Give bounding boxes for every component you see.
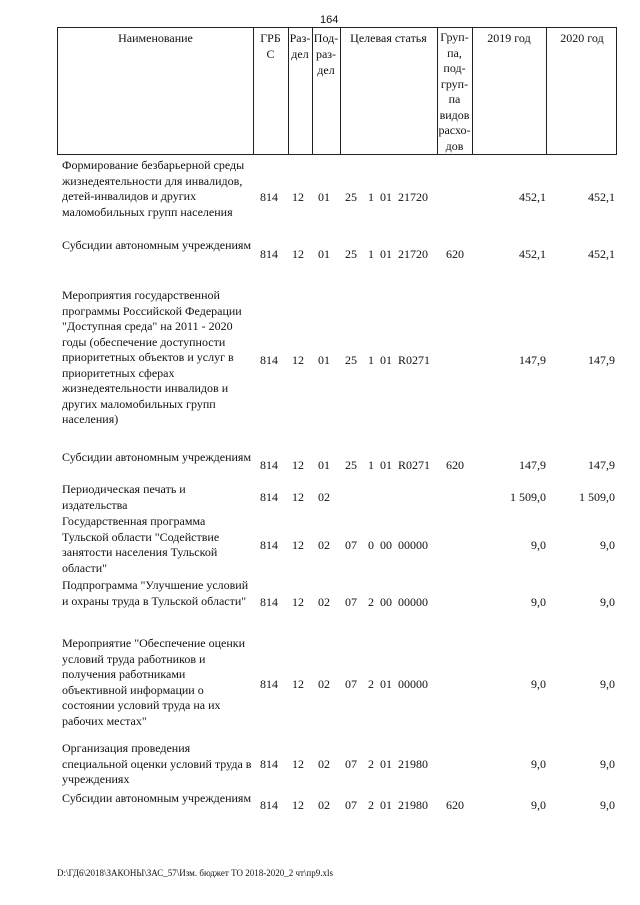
row-grbs: 814 [260, 490, 278, 504]
row-grbs: 814 [260, 458, 278, 472]
row-t2: 2 [368, 798, 374, 812]
row-razdel: 12 [292, 247, 304, 261]
row-razdel: 12 [292, 798, 304, 812]
row-podrazdel: 02 [318, 490, 330, 504]
row-podrazdel: 01 [318, 353, 330, 367]
row-name: Субсидии автономным учреждениям [62, 450, 252, 464]
header-razdel: Раз- дел [289, 31, 311, 61]
row-t1: 25 [345, 353, 357, 367]
row-amount-2020: 452,1 [588, 190, 615, 204]
row-podrazdel: 02 [318, 538, 330, 552]
row-name: Формирование безбарьерной среды жизнедеятельности для инвалидов, детей-инвалидов и других маломобильных групп населения [62, 158, 245, 219]
row-grbs: 814 [260, 595, 278, 609]
row-amount-2019: 9,0 [531, 595, 546, 609]
row-t1: 25 [345, 190, 357, 204]
row-group: 620 [446, 798, 464, 812]
row-amount-2019: 1 509,0 [510, 490, 546, 504]
row-t3: 01 [380, 458, 392, 472]
row-razdel: 12 [292, 538, 304, 552]
row-t3: 01 [380, 677, 392, 691]
row-amount-2020: 9,0 [600, 595, 615, 609]
column-divider [340, 28, 341, 154]
row-amount-2019: 9,0 [531, 757, 546, 771]
row-podrazdel: 02 [318, 677, 330, 691]
row-razdel: 12 [292, 353, 304, 367]
row-amount-2019: 9,0 [531, 798, 546, 812]
row-amount-2020: 1 509,0 [579, 490, 615, 504]
row-grbs: 814 [260, 757, 278, 771]
row-name: Подпрограмма "Улучшение условий и охраны труда в Тульской области" [62, 578, 249, 608]
row-name: Субсидии автономным учреждениям [62, 791, 252, 805]
row-t1: 07 [345, 595, 357, 609]
row-amount-2020: 452,1 [588, 247, 615, 261]
row-t2: 2 [368, 595, 374, 609]
row-grbs: 814 [260, 677, 278, 691]
row-amount-2020: 147,9 [588, 353, 615, 367]
row-t2: 1 [368, 247, 374, 261]
row-t3: 01 [380, 353, 392, 367]
row-amount-2019: 9,0 [531, 677, 546, 691]
row-t2: 1 [368, 458, 374, 472]
row-grbs: 814 [260, 538, 278, 552]
row-t1: 07 [345, 757, 357, 771]
row-podrazdel: 01 [318, 190, 330, 204]
row-amount-2019: 147,9 [519, 353, 546, 367]
row-t4: 00000 [398, 538, 428, 552]
row-t1: 07 [345, 798, 357, 812]
row-t4: 21720 [398, 190, 428, 204]
row-podrazdel: 01 [318, 247, 330, 261]
row-t2: 1 [368, 190, 374, 204]
header-group: Груп- па, под- груп- па видов расхо- дов [438, 30, 471, 153]
row-grbs: 814 [260, 247, 278, 261]
row-t3: 01 [380, 798, 392, 812]
row-t3: 01 [380, 757, 392, 771]
table-header [57, 27, 617, 155]
file-path-footer: D:\ГД6\2018\ЗАКОНЫ\ЗАС_57\Изм. бюджет ТО 2018-2020_2 чт\пр9.xls [57, 868, 333, 878]
row-name: Государственная программа Тульской области "Содействие занятости населения Тульской области" [62, 514, 220, 575]
header-podrazdel: Под- раз- дел [313, 31, 339, 77]
row-name: Организация проведения специальной оценки условий труда в учреждениях [62, 741, 252, 786]
row-grbs: 814 [260, 353, 278, 367]
row-amount-2020: 9,0 [600, 757, 615, 771]
row-amount-2019: 9,0 [531, 538, 546, 552]
row-t1: 07 [345, 538, 357, 552]
row-t1: 07 [345, 677, 357, 691]
row-t2: 0 [368, 538, 374, 552]
row-name: Субсидии автономным учреждениям [62, 238, 252, 252]
row-razdel: 12 [292, 190, 304, 204]
row-podrazdel: 01 [318, 458, 330, 472]
row-t1: 25 [345, 247, 357, 261]
column-divider [546, 28, 547, 154]
row-podrazdel: 02 [318, 595, 330, 609]
row-t3: 01 [380, 247, 392, 261]
row-t4: R0271 [398, 458, 431, 472]
row-amount-2019: 452,1 [519, 190, 546, 204]
row-amount-2019: 452,1 [519, 247, 546, 261]
row-t4: 21980 [398, 798, 428, 812]
row-t4: 00000 [398, 677, 428, 691]
row-name: Мероприятия государственной программы Российской Федерации "Доступная среда" на 2011 - 2020 годы (обеспечение доступности приоритетных объектов и услуг в приоритетных сферах жизнедеятельности инвалидов и других маломобильных групп населения) [62, 288, 242, 426]
row-razdel: 12 [292, 595, 304, 609]
header-grbs: ГРБ С [260, 31, 281, 61]
row-t2: 2 [368, 757, 374, 771]
row-t4: 00000 [398, 595, 428, 609]
column-divider [472, 28, 473, 154]
row-amount-2020: 9,0 [600, 798, 615, 812]
row-amount-2020: 147,9 [588, 458, 615, 472]
header-target: Целевая статья [350, 31, 427, 45]
row-razdel: 12 [292, 677, 304, 691]
row-amount-2020: 9,0 [600, 677, 615, 691]
row-t3: 01 [380, 190, 392, 204]
row-grbs: 814 [260, 798, 278, 812]
row-podrazdel: 02 [318, 757, 330, 771]
page-number: 164 [320, 14, 339, 26]
row-name: Периодическая печать и издательства [62, 482, 186, 512]
row-group: 620 [446, 458, 464, 472]
row-t2: 1 [368, 353, 374, 367]
row-t4: 21980 [398, 757, 428, 771]
row-name: Мероприятие "Обеспечение оценки условий труда работников и получения работниками объективной информации о состоянии условий труда на их рабочих местах" [62, 636, 246, 728]
row-t4: 21720 [398, 247, 428, 261]
row-razdel: 12 [292, 458, 304, 472]
row-amount-2020: 9,0 [600, 538, 615, 552]
row-grbs: 814 [260, 190, 278, 204]
row-group: 620 [446, 247, 464, 261]
header-2019: 2019 год [487, 31, 531, 45]
row-t1: 25 [345, 458, 357, 472]
row-t3: 00 [380, 595, 392, 609]
header-name: Наименование [118, 31, 193, 45]
header-2020: 2020 год [560, 31, 604, 45]
row-t2: 2 [368, 677, 374, 691]
row-amount-2019: 147,9 [519, 458, 546, 472]
row-razdel: 12 [292, 490, 304, 504]
row-podrazdel: 02 [318, 798, 330, 812]
row-razdel: 12 [292, 757, 304, 771]
row-t4: R0271 [398, 353, 431, 367]
row-t3: 00 [380, 538, 392, 552]
